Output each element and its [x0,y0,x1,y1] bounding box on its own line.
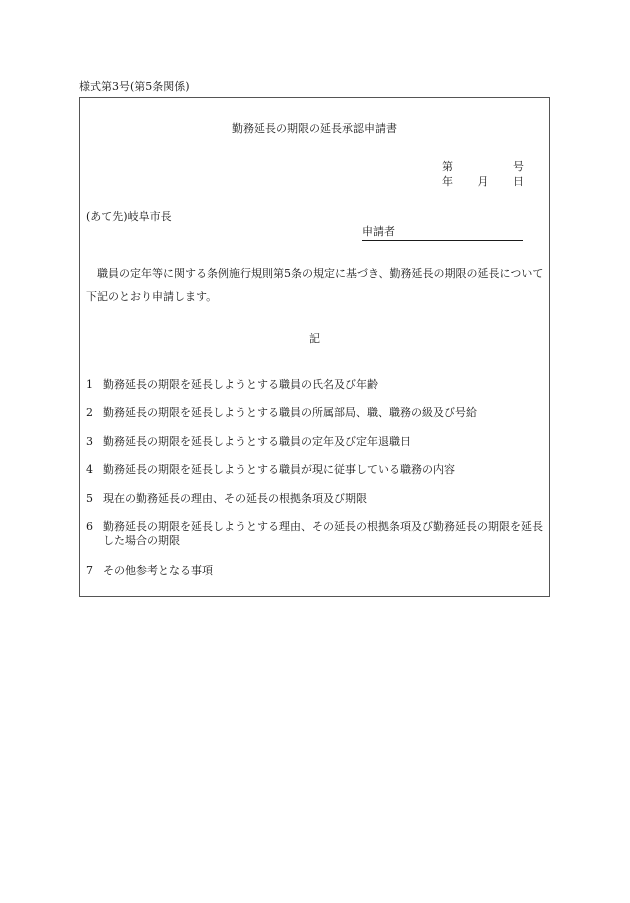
date-year: 年 [442,175,453,188]
list-item [86,435,546,449]
item-text: 現在の勤務延長の理由、その延長の根拠条項及び期限 [103,492,367,505]
item-number: 3 [86,435,93,448]
item-number: 1 [86,378,93,391]
list-item [86,406,546,420]
item-number: 4 [86,463,93,476]
date-line [442,175,524,189]
item-number: 5 [86,492,93,505]
item-number: 7 [86,564,93,577]
addressee: (あて先)岐阜市長 [86,210,172,223]
applicant-label: 申請者 [362,225,395,238]
ki-heading: 記 [309,332,320,345]
application-body-text: 職員の定年等に関する条例施行規則第5条の規定に基づき、勤務延長の期限の延長について下記のとおり申請します。 [86,267,544,303]
item-text: 勤務延長の期限を延長しようとする職員の定年及び定年退職日 [103,435,411,448]
number-suffix: 号 [513,160,524,173]
form-number-label: 様式第3号(第5条関係) [79,80,190,93]
date-month: 月 [477,175,489,188]
form-title: 勤務延長の期限の延長承認申請書 [232,122,397,135]
document-number-line [442,160,524,174]
list-item [86,463,546,477]
item-text: 勤務延長の期限を延長しようとする職員の氏名及び年齢 [103,378,378,391]
application-form-frame [79,97,550,597]
item-text: その他参考となる事項 [103,564,213,577]
list-item [86,520,546,548]
item-text: 勤務延長の期限を延長しようとする理由、その延長の根拠条項及び勤務延長の期限を延長した場合の期限 [103,520,543,547]
item-text: 勤務延長の期限を延長しようとする職員の所属部局、職、職務の級及び号給 [103,406,477,419]
item-number: 6 [86,520,93,533]
item-number: 2 [86,406,93,419]
applicant-field [362,225,523,241]
number-prefix: 第 [442,160,453,173]
list-item [86,378,546,392]
list-item [86,564,546,578]
list-item [86,492,546,506]
item-text: 勤務延長の期限を延長しようとする職員が現に従事している職務の内容 [103,463,455,476]
date-day: 日 [513,175,524,188]
